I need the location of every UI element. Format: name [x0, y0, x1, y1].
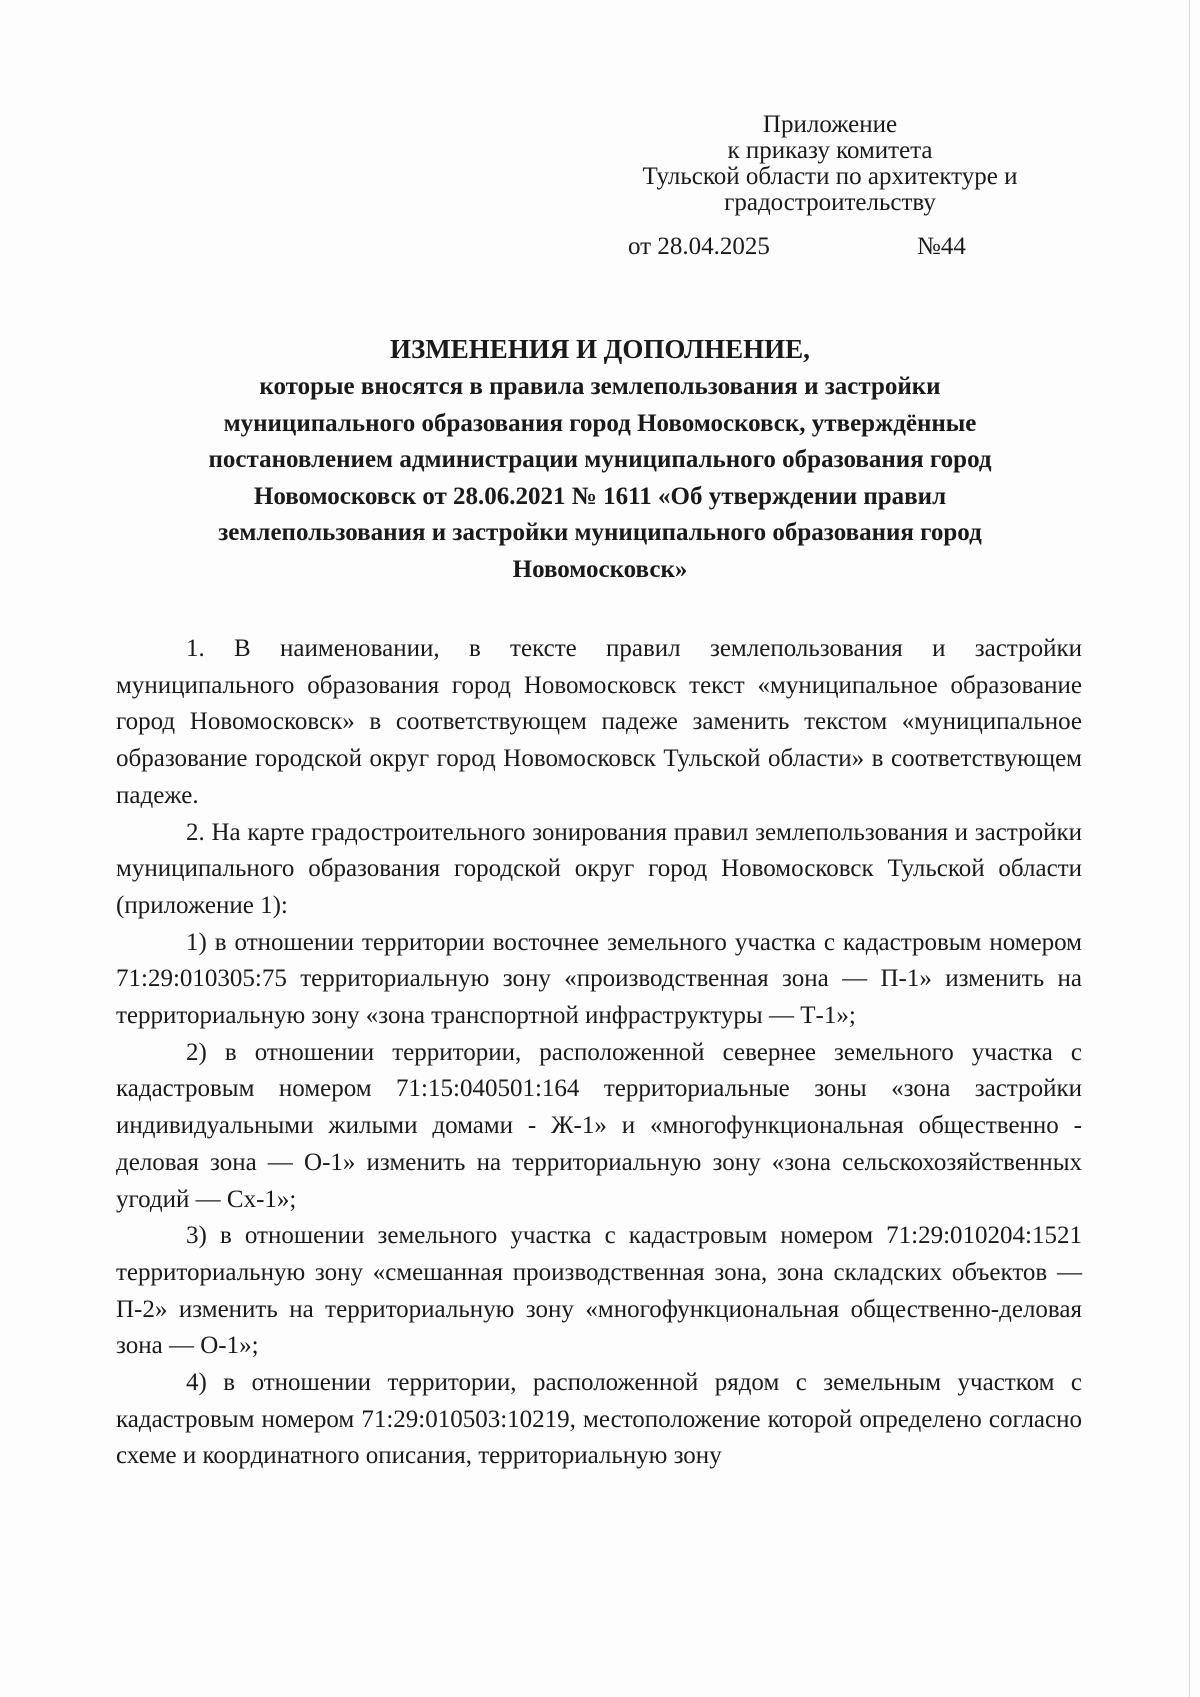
order-date: от 28.04.2025: [628, 233, 770, 260]
subtitle-line: муниципального образования город Новомосковск, утверждённые: [223, 409, 977, 437]
paragraph: 1. В наименовании, в тексте правил землепользования и застройки муниципального образования город Новомосковск текст «муниципальное образование город Новомосковск» в соответствующем падеже заменить текстом «муниципальное образование городской округ город Новомосковск Тульской области» в соответствующем падеже.: [116, 635, 1082, 809]
appendix-line: Приложение: [762, 111, 898, 138]
appendix-line: градостроительству: [724, 189, 936, 216]
paragraph: 4) в отношении территории, расположенной рядом с земельным участком с кадастровым номером 71:29:010503:10219, местоположение которой определено согласно схеме и координатного описания, территориальную зону: [116, 1369, 1082, 1470]
paragraph: 3) в отношении земельного участка с кадастровым номером 71:29:010204:1521 территориальную зону «смешанная производственная зона, зона складских объектов — П-2» изменить на территориальную зону «многофункциональная общественно-деловая зона — О-1»;: [116, 1222, 1082, 1360]
page-edge-line: [1189, 0, 1190, 1697]
document-title: ИЗМЕНЕНИЯ И ДОПОЛНЕНИЕ,: [390, 334, 810, 364]
document-body: [116, 631, 1082, 1475]
subtitle-line: постановлением администрации муниципального образования город: [208, 446, 992, 473]
paragraph: 2) в отношении территории, расположенной севернее земельного участка с кадастровым номером 71:15:040501:164 территориальные зоны «зона застройки индивидуальными жилыми домами - Ж-1» и «многофункциональная общественно - деловая зона — О-1» изменить на территориальную зону «зона сельскохозяйственных угодий — Сх-1»;: [116, 1038, 1082, 1213]
appendix-line: Тульской области по архитектуре и: [642, 163, 1018, 190]
document-subtitle: [140, 369, 1060, 588]
paragraph: 1) в отношении территории восточнее земельного участка с кадастровым номером 71:29:010305:75 территориальную зону «производственная зона — П-1» изменить на территориальную зону «зона транспортной инфраструктуры — Т-1»;: [116, 928, 1082, 1030]
appendix-line: к приказу комитета: [727, 137, 933, 164]
subtitle-line: Новомосковск от 28.06.2021 № 1611 «Об утверждении правил: [253, 482, 947, 510]
subtitle-line: землепользования и застройки муниципального образования город: [218, 519, 982, 546]
appendix-header: [610, 112, 1050, 216]
subtitle-line: Новомосковск»: [512, 555, 688, 583]
paragraph: 2. На карте градостроительного зонирования правил землепользования и застройки муниципального образования городской округ город Новомосковск Тульской области (приложение 1):: [116, 818, 1082, 919]
subtitle-line: которые вносятся в правила землепользования и застройки: [259, 373, 941, 400]
order-number: №44: [917, 233, 966, 260]
